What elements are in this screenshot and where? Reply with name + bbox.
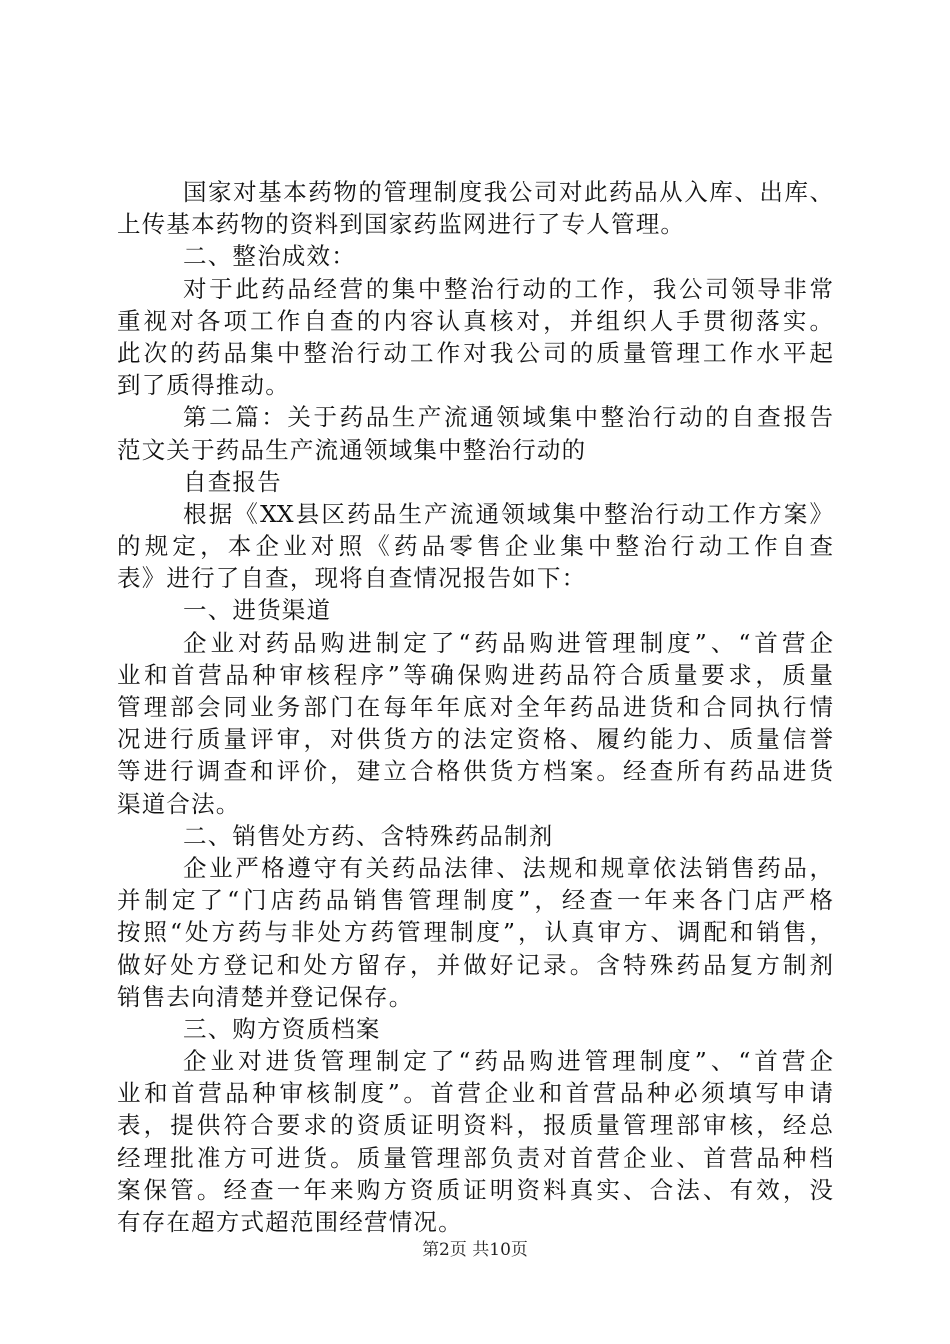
text-line: 二、整治成效： — [183, 242, 356, 271]
text-line: 管理部会同业务部门在每年年底对全年药品进货和合同执行情 — [117, 693, 833, 721]
text-line: 业和首营品种审核程序”等确保购进药品符合质量要求，质量 — [117, 660, 833, 689]
text-line: 企业对药品购进制定了“药品购进管理制度”、“首营企 — [183, 628, 833, 657]
text-line: 第二篇：关于药品生产流通领域集中整治行动的自查报告 — [183, 403, 833, 432]
text-line: 有存在超方式超范围经营情况。 — [117, 1208, 463, 1236]
text-line: 重视对各项工作自查的内容认真核对，并组织人手贯彻落实。 — [117, 306, 833, 335]
text-line: 国家对基本药物的管理制度我公司对此药品从入库、出库、 — [183, 178, 833, 206]
text-line: 到了质得推动。 — [117, 371, 290, 400]
text-line: 三、购方资质档案 — [183, 1014, 381, 1043]
text-line: 范文关于药品生产流通领域集中整治行动的 — [117, 435, 587, 464]
text-line: 此次的药品集中整治行动工作对我公司的质量管理工作水平起 — [117, 338, 833, 367]
document-body — [117, 176, 833, 1238]
text-line: 等进行调查和评价，建立合格供货方档案。经查所有药品进货 — [117, 757, 833, 786]
text-line: 对于此药品经营的集中整治行动的工作，我公司领导非常 — [183, 274, 833, 303]
text-line: 案保管。经查一年来购方资质证明资料真实、合法、有效，没 — [117, 1175, 833, 1204]
text-line: 自查报告 — [183, 467, 282, 496]
text-line: 企业对进货管理制定了“药品购进管理制度”、“首营企 — [183, 1047, 833, 1076]
page-number: 第2页 共10页 — [422, 1240, 528, 1260]
text-line: 销售去向清楚并登记保存。 — [117, 982, 414, 1011]
text-line: 一、进货渠道 — [183, 596, 332, 625]
text-line: 的规定，本企业对照《药品零售企业集中整治行动工作自查 — [117, 532, 833, 561]
text-line: 业和首营品种审核制度”。首营企业和首营品种必须填写申请 — [117, 1079, 833, 1108]
text-line: 并制定了“门店药品销售管理制度”，经查一年来各门店严格 — [117, 886, 833, 915]
text-line: 根据《XX县区药品生产流通领域集中整治行动工作方案》 — [183, 499, 833, 528]
text-line: 企业严格遵守有关药品法律、法规和规章依法销售药品， — [183, 853, 833, 882]
text-line: 表，提供符合要求的资质证明资料，报质量管理部审核，经总 — [117, 1111, 833, 1140]
text-line: 渠道合法。 — [117, 789, 241, 818]
text-line: 做好处方登记和处方留存，并做好记录。含特殊药品复方制剂 — [117, 950, 833, 979]
text-line: 上传基本药物的资料到国家药监网进行了专人管理。 — [117, 210, 686, 239]
text-line: 况进行质量评审，对供货方的法定资格、履约能力、质量信誉 — [117, 725, 833, 754]
text-line: 经理批准方可进货。质量管理部负责对首营企业、首营品种档 — [117, 1143, 833, 1172]
text-line: 按照“处方药与非处方药管理制度”，认真审方、调配和销售， — [117, 918, 833, 947]
text-line: 表》进行了自查，现将自查情况报告如下： — [117, 564, 587, 593]
text-line: 二、销售处方药、含特殊药品制剂 — [183, 821, 554, 850]
